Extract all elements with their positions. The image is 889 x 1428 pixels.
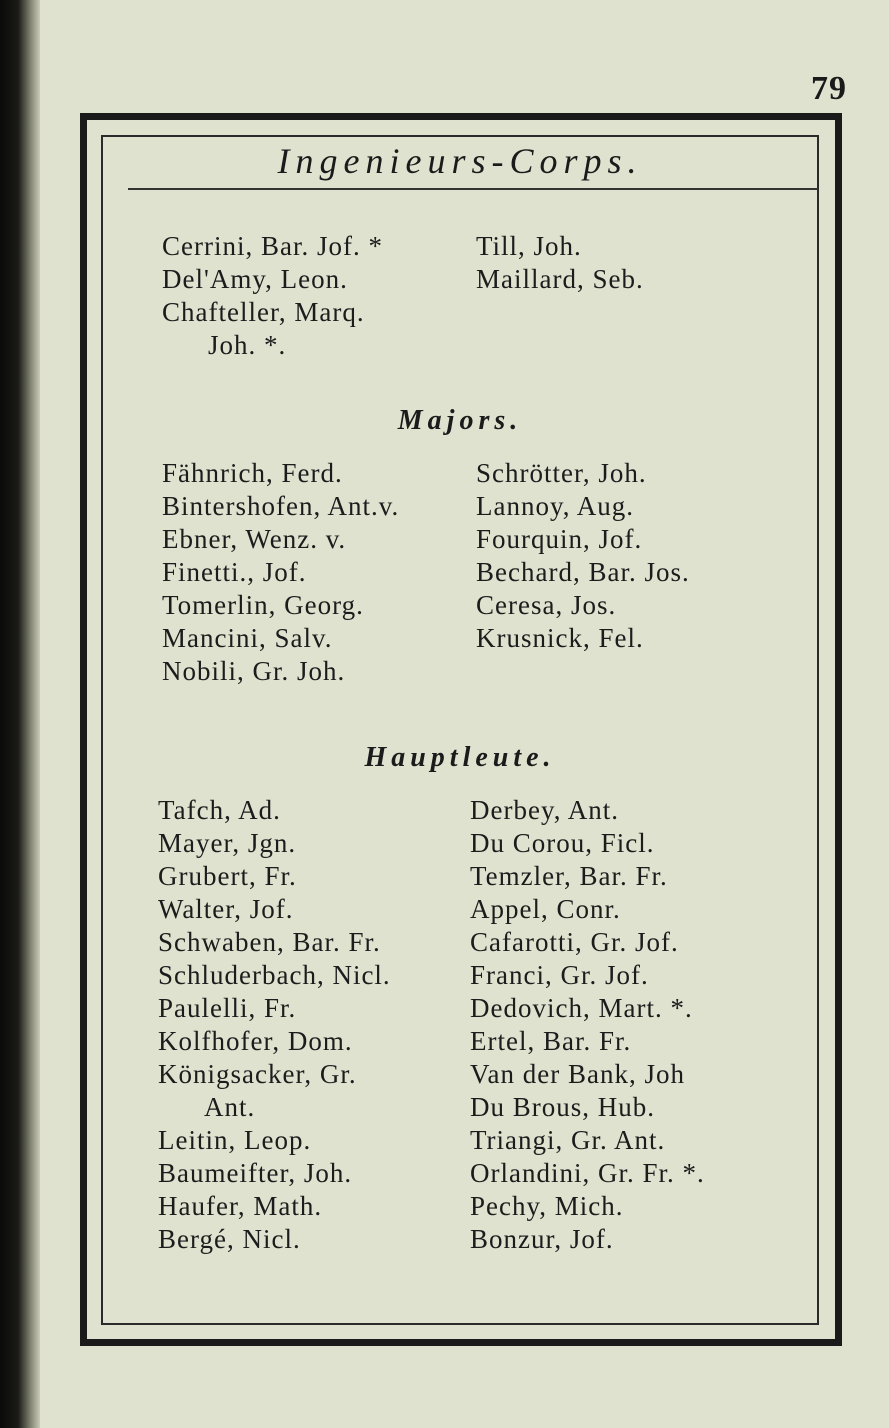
list-item: Mayer, Jgn.: [158, 828, 297, 858]
list-item: Kolfhofer, Dom.: [158, 1026, 353, 1056]
list-item: Cerrini, Bar. Jof. *: [162, 231, 383, 261]
list-item: Bintershofen, Ant.v.: [162, 491, 400, 521]
list-item: Bergé, Nicl.: [158, 1224, 301, 1254]
list-item: Tafch, Ad.: [158, 795, 281, 825]
list-item: Leitin, Leop.: [158, 1125, 312, 1155]
list-item: Du Brous, Hub.: [470, 1092, 656, 1122]
section-heading-majors: Majors.: [397, 405, 523, 436]
list-item: Cafarotti, Gr. Jof.: [470, 927, 679, 957]
list-item: Baumeifter, Joh.: [158, 1158, 353, 1188]
list-item: Ebner, Wenz. v.: [162, 524, 347, 554]
list-item: Bonzur, Jof.: [470, 1224, 614, 1254]
list-item: Haufer, Math.: [158, 1191, 323, 1221]
list-item: Ant.: [204, 1092, 256, 1122]
list-item: Lannoy, Aug.: [476, 491, 634, 521]
list-item: Maillard, Seb.: [476, 264, 644, 294]
list-item: Pechy, Mich.: [470, 1191, 624, 1221]
list-item: Ceresa, Jos.: [476, 590, 617, 620]
list-item: Tomerlin, Georg.: [162, 590, 364, 620]
book-spine: [0, 0, 40, 1428]
list-item: Temzler, Bar. Fr.: [470, 861, 668, 891]
list-item: Ertel, Bar. Fr.: [470, 1026, 632, 1056]
section-hauptleute-right-column: [470, 794, 705, 1256]
list-item: Königsacker, Gr.: [158, 1059, 357, 1089]
list-item: Triangi, Gr. Ant.: [470, 1125, 666, 1155]
page-title: Ingenieurs-Corps.: [277, 141, 643, 181]
list-item: Dedovich, Mart. *.: [470, 993, 693, 1023]
list-item: Bechard, Bar. Jos.: [476, 557, 690, 587]
list-item: Fähnrich, Ferd.: [162, 458, 343, 488]
list-item: Appel, Conr.: [470, 894, 621, 924]
list-item: Van der Bank, Joh: [470, 1059, 685, 1089]
list-item: Schluderbach, Nicl.: [158, 960, 391, 990]
list-item: Franci, Gr. Jof.: [470, 960, 649, 990]
list-item: Till, Joh.: [476, 231, 582, 261]
list-item: Mancini, Salv.: [162, 623, 333, 653]
page-number: 79: [811, 70, 847, 107]
section-heading-hauptleute: Hauptleute.: [364, 742, 556, 773]
list-item: Paulelli, Fr.: [158, 993, 297, 1023]
list-item: Del'Amy, Leon.: [162, 264, 348, 294]
section-staff-left-column: [162, 230, 383, 362]
list-item: Schrötter, Joh.: [476, 458, 647, 488]
list-item: Orlandini, Gr. Fr. *.: [470, 1158, 705, 1188]
list-item: Krusnick, Fel.: [476, 623, 644, 653]
section-majors-right-column: [476, 457, 690, 655]
title-rule: [128, 188, 818, 190]
list-item: Chafteller, Marq.: [162, 297, 365, 327]
list-item: Du Corou, Ficl.: [470, 828, 655, 858]
list-item: Derbey, Ant.: [470, 795, 619, 825]
list-item: Finetti., Jof.: [162, 557, 307, 587]
list-item: Joh. *.: [208, 330, 287, 360]
list-item: Walter, Jof.: [158, 894, 294, 924]
section-hauptleute-left-column: [158, 794, 391, 1256]
list-item: Grubert, Fr.: [158, 861, 297, 891]
list-item: Fourquin, Jof.: [476, 524, 643, 554]
list-item: Nobili, Gr. Joh.: [162, 656, 346, 686]
section-staff-right-column: [476, 230, 644, 296]
section-majors-left-column: [162, 457, 399, 688]
list-item: Schwaben, Bar. Fr.: [158, 927, 381, 957]
